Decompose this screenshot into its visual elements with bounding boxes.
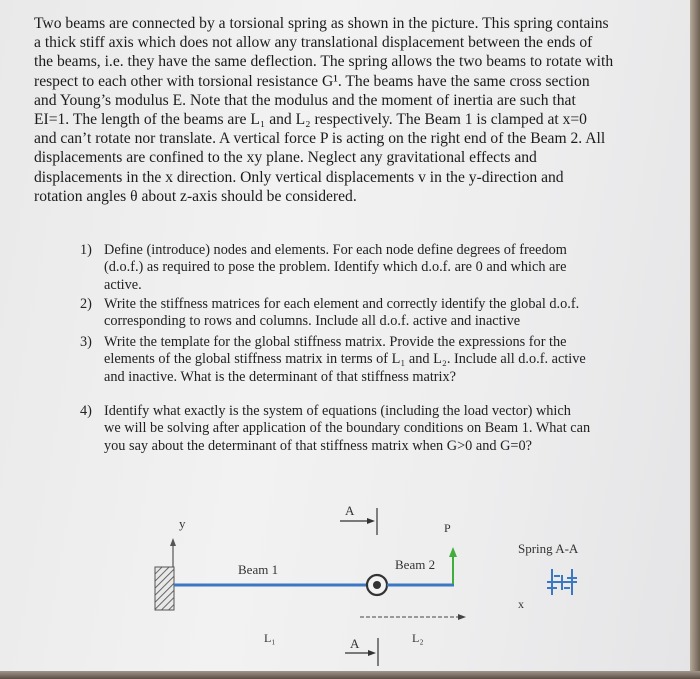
question-line: (d.o.f.) as required to pose the problem. Identify which d.o.f. are 0 and which are — [104, 259, 567, 276]
force-arrow-head-icon — [449, 547, 457, 557]
length-l1-label: L₁ — [264, 631, 276, 645]
intro-line: displacements are confined to the xy plane. Neglect any gravitational effects and — [34, 149, 537, 167]
question-line: Define (introduce) nodes and elements. For each node define degrees of freedom — [104, 242, 567, 258]
question-line: corresponding to rows and columns. Include all d.o.f. active and inactive — [104, 313, 521, 330]
intro-line: and Young’s modulus E. Note that the modulus and the moment of inertia are such that — [34, 91, 576, 109]
question-number: 2) — [80, 296, 92, 312]
intro-line: respect to each other with torsional resistance G¹. The beams have the same cross section — [34, 72, 590, 90]
question-line: and inactive. What is the determinant of that stiffness matrix? — [104, 368, 457, 385]
section-arrow-top-icon — [367, 518, 375, 524]
intro-line: Two beams are connected by a torsional spring as shown in the picture. This spring contains — [34, 15, 609, 32]
spring-section-label: Spring A-A — [518, 541, 579, 556]
question-line: Write the template for the global stiffness matrix. Provide the expressions for the — [104, 334, 567, 350]
beam-1-label: Beam 1 — [238, 562, 279, 577]
x-axis-label: x — [518, 597, 524, 611]
beam-2-label: Beam 2 — [395, 557, 436, 572]
question-line: Write the stiffness matrices for each element and correctly identify the global d.o.f. — [104, 296, 580, 312]
question-line: you say about the determinant of that stiffness matrix when G>0 and G=0? — [104, 437, 532, 454]
question-line: we will be solving after application of the boundary conditions on Beam 1. What can — [104, 420, 591, 437]
question-number: 4) — [80, 403, 92, 419]
y-axis-arrow-icon — [170, 538, 176, 546]
question-number: 3) — [80, 334, 92, 350]
intro-line: a thick stiff axis which does not allow any translational displacement between the ends of — [34, 34, 593, 52]
section-label-bottom: A — [350, 636, 360, 651]
question-line: elements of the global stiffness matrix in terms of L₁ and L₂. Include all d.o.f. active — [104, 351, 586, 368]
intro-line: EI=1. The length of the beams are L₁ and L₂ respectively. The Beam 1 is clamped at x=0 — [34, 111, 587, 129]
clamped-support — [155, 567, 174, 610]
spring-section-icon — [547, 569, 577, 595]
length-l2-label: L₂ — [412, 631, 424, 645]
force-label: P — [444, 521, 451, 535]
intro-line: displacements in the x direction. Only vertical displacements v in the y-direction and — [34, 168, 564, 186]
intro-line: the beams, i.e. they have the same deflection. The spring allows the two beams to rotate with — [34, 53, 614, 71]
question-number: 1) — [80, 242, 92, 258]
x-axis-arrow-icon — [458, 614, 466, 620]
spring-axis-dot — [373, 581, 381, 589]
section-label-top: A — [345, 503, 355, 518]
intro-line: and can’t rotate nor translate. A vertical force P is acting on the right end of the Beam 2. All — [34, 130, 606, 148]
y-axis-label: y — [179, 516, 186, 531]
intro-line: rotation angles θ about z-axis should be considered. — [34, 187, 357, 205]
section-arrow-bottom-icon — [368, 650, 376, 656]
question-line: active. — [104, 276, 142, 293]
question-line: Identify what exactly is the system of equations (including the load vector) which — [104, 403, 571, 419]
